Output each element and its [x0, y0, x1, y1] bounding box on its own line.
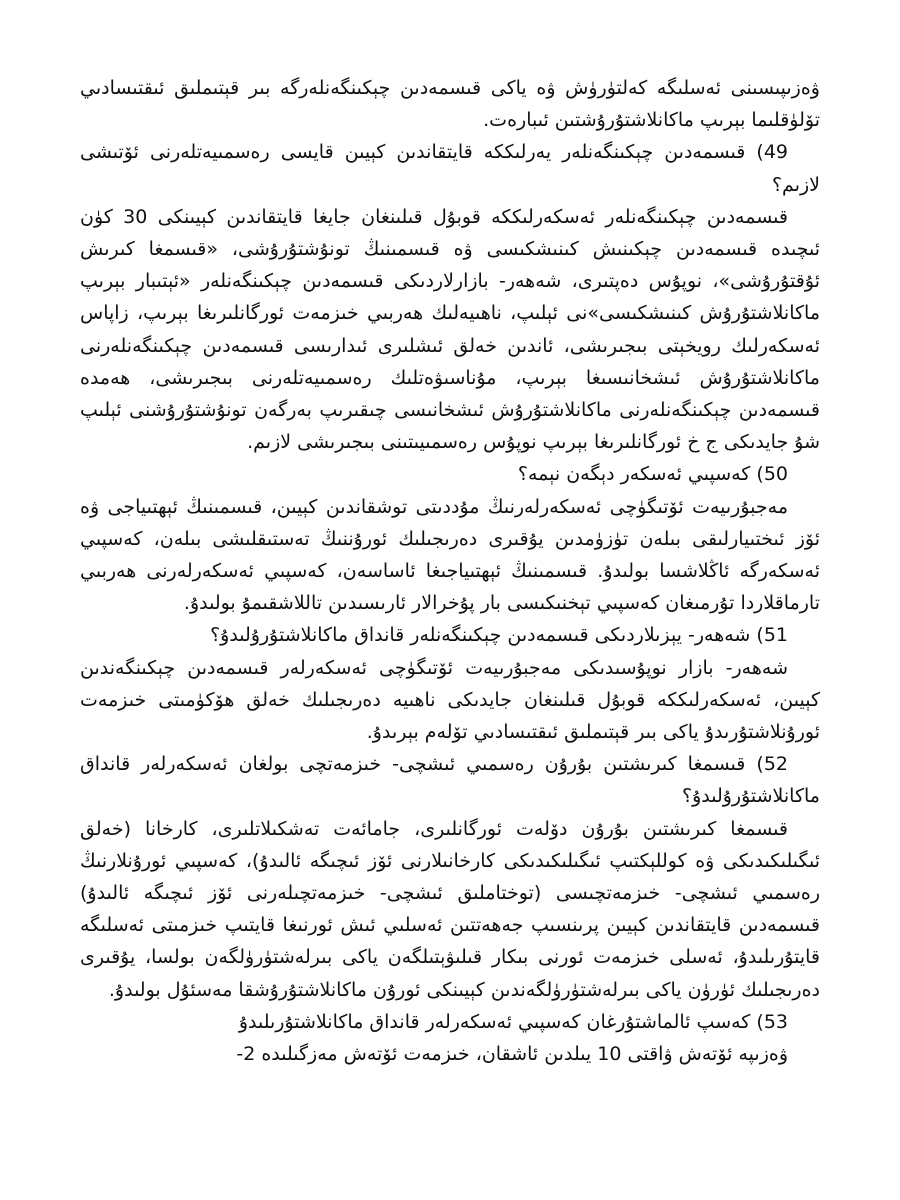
question-51: 51) شەھەر- يېزىلاردىكى قىسمەدىن چېكىنگەنلەر قانداق ماكانلاشتۇرۇلىدۇ؟ — [210, 624, 788, 647]
question-53: 53) كەسپ ئالماشتۇرغان كەسپىي ئەسكەرلەر قانداق ماكانلاشتۇرىلىدۇ — [238, 1010, 788, 1033]
question-52: 52) قىسمغا كىرىشتىن بۇرۇن رەسمىي ئىشچى- خىزمەتچى بولغان ئەسكەرلەر قانداق ماكانلاشتۇرۇلىدۇ؟ — [80, 753, 820, 808]
answer-51: شەھەر- بازار نوپۇسىدىكى مەجبۇرىيەت ئۆتىگۈچى ئەسكەرلەر قىسمەدىن چېكىنگەندىن كېيىن، ئەسكەرلىككە قوبۇل قىلىنغان جايدىكى ناھىيە دەرىجىلىك خەلق ھۆكۈمىتى خىزمەت ئورۇنلاشتۇرىدۇ ياكى بىر قېتىملىق ئىقتىسادىي تۆلەم بېرىدۇ. — [80, 656, 820, 744]
answer-49: قىسمەدىن چېكىنگەنلەر ئەسكەرلىككە قوبۇل قىلىنغان جايغا قايتقاندىن كېيىنكى 30 كۈن ئىچىدە قىسمەدىن چېكىنىش كىنىشكىسى ۋە قىسمىنىڭ تونۇشتۇرۇشى، «قىسمغا كىرىش ئۇقتۇرۇشى»، نوپۇس دەپتىرى، شەھەر- بازارلاردىكى قىسمەدىن چېكىنگەنلەر «ئېتىبار بېرىپ ماكانلاشتۇرۇش كىنىشكىسى»نى ئېلىپ، ناھىيەلىك ھەربىي خىزمەت ئورگانلىرىغا بېرىپ، زاپاس ئەسكەرلىك رويخېتى بىجىرىشى، ئاندىن خەلق ئىشلىرى ئىدارىسى قىسمەدىن چېكىنگەنلەرنى ماكانلاشتۇرۇش ئىشخانىسىغا بېرىپ، مۇناسىۋەتلىك رەسمىيەتلەرنى بىجىرىشى، ھەمدە قىسمەدىن چېكىنگەنلەرنى ماكانلاشتۇرۇش ئىشخانىسى چىقىرىپ بەرگەن تونۇشتۇرۇشنى ئېلىپ شۇ جايدىكى ج خ ئورگانلىرىغا بېرىپ نوپۇس رەسمىيىتىنى بىجىرىشى لازىم. — [80, 205, 820, 454]
answer-52: قىسمغا كىرىشتىن بۇرۇن دۆلەت ئورگانلىرى، جامائەت تەشكىلاتلىرى، كارخانا (خەلق ئىگىلىكىدىكى ۋە كوللېكتىپ ئىگىلىكىدىكى كارخانىلارنى ئۆز ئىچىگە ئالىدۇ)، كەسپىي ئورۇنلارنىڭ رەسمىي ئىشچى- خىزمەتچىسى (توختاملىق ئىشچى- خىزمەتچىلەرنى ئۆز ئىچىگە ئالىدۇ) قىسمەدىن قايتقاندىن كېيىن پرىنسىپ جەھەتتىن ئەسلىي ئىش ئورنىغا قايتىپ خىزمىتى ئەسلىگە قايتۇرىلىدۇ، ئەسلى خىزمەت ئورنى بىكار قىلىۋېتىلگەن ياكى بىرلەشتۈرۈلگەن بولسا، يۇقىرى دەرىجىلىك ئۈرۈن ياكى بىرلەشتۈرۈلگەندىن كېيىنكى ئورۇن ماكانلاشتۇرۇشقا مەسئۇل بولىدۇ. — [80, 817, 820, 1001]
question-50: 50) كەسپىي ئەسكەر دېگەن نېمە؟ — [517, 463, 788, 486]
question-49: 49) قىسمەدىن چېكىنگەنلەر يەرلىككە قايتقاندىن كېيىن قايسى رەسمىيەتلەرنى ئۆتىشى لازىم؟ — [80, 141, 820, 196]
document-page — [80, 72, 820, 1070]
answer-53-partial: ۋەزىپە ئۆتەش ۋاقتى 10 يىلدىن ئاشقان، خىزمەت ئۆتەش مەزگىلىدە 2- — [236, 1043, 788, 1066]
paragraph-intro-end: ۋەزىپىسىنى ئەسلىگە كەلتۈرۈش ۋە ياكى قىسمەدىن چېكىنگەنلەرگە بىر قېتىملىق ئىقتىسادىي تۆلۈقلىما بېرىپ ماكانلاشتۇرۇشتىن ئىبارەت. — [80, 77, 820, 132]
answer-50: مەجبۇرىيەت ئۆتىگۈچى ئەسكەرلەرنىڭ مۇددىتى توشقاندىن كېيىن، قىسمىنىڭ ئېھتىياجى ۋە ئۆز ئىختىيارلىقى بىلەن تۈزۈمدىن يۇقىرى دەرىجىلىك ئورۇننىڭ تەستىقلىشى بىلەن، كەسپىي ئەسكەرگە ئاڭلاشسا بولىدۇ. قىسمىنىڭ ئېھتىياجىغا ئاساسەن، كەسپىي ئەسكەرلەرنى ھەربىي تارماقلاردا تۇرمىغان كەسپىي تېخنىكىسى بار پۇخرالار ئارىسىدىن تاللاشقىمۇ بولىدۇ. — [80, 495, 820, 615]
